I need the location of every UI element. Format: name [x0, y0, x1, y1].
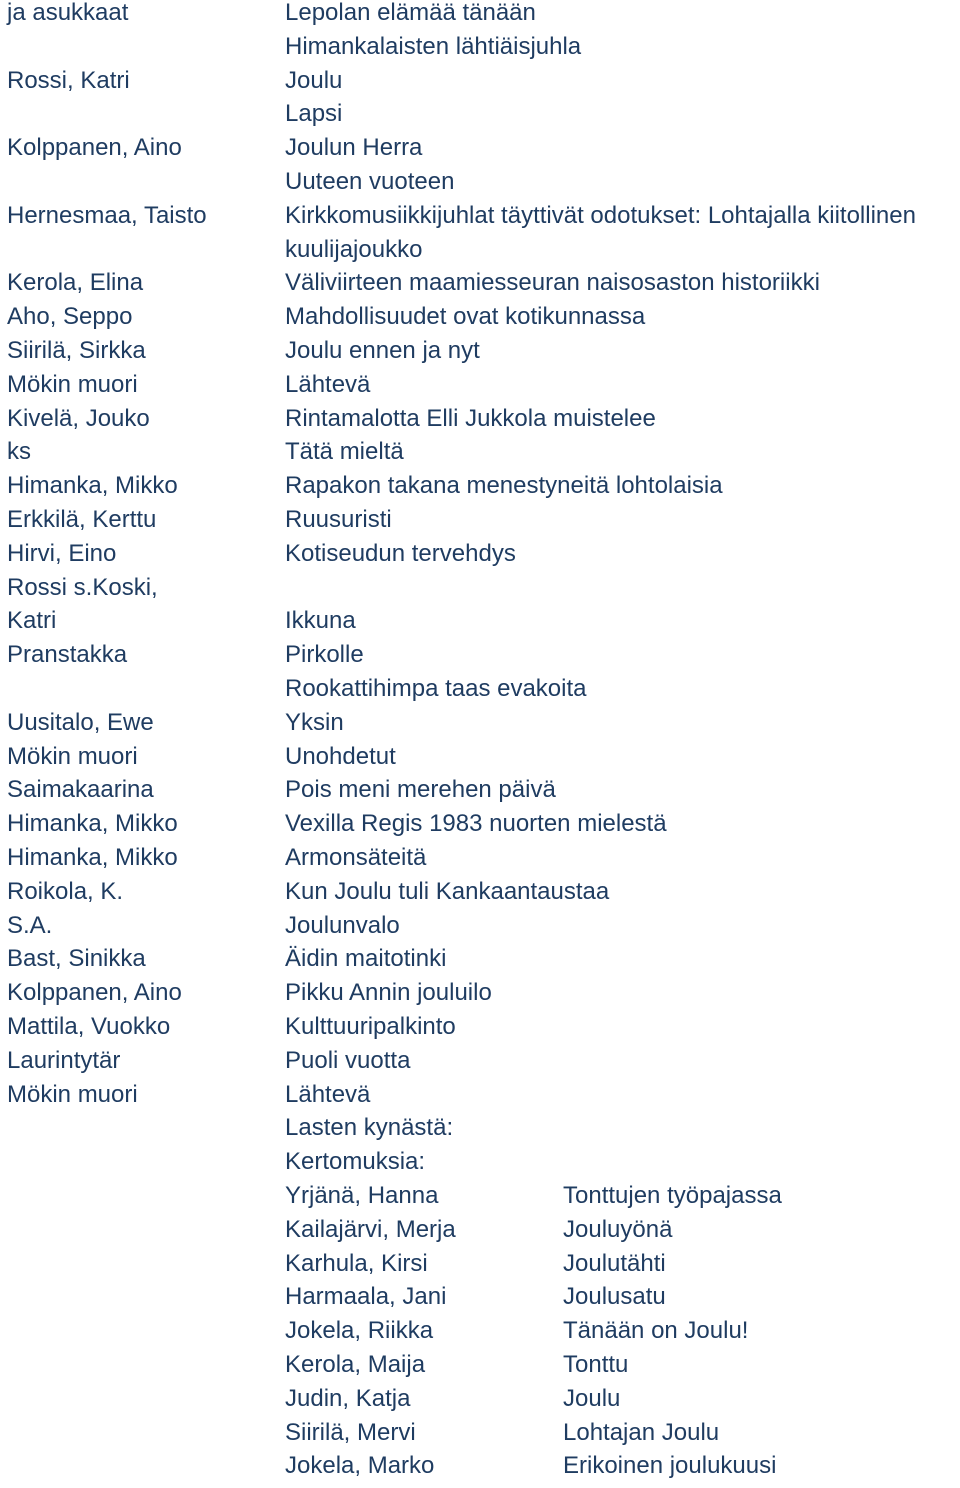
title-cell: Karhula, Kirsi — [285, 1249, 428, 1277]
author-cell: Rossi, Katri — [7, 66, 130, 94]
title-cell: Uuteen vuoteen — [285, 168, 455, 195]
table-row — [0, 370, 960, 407]
title-cell: Lähtevä — [285, 370, 371, 398]
title-cell: Yksin — [285, 708, 344, 736]
table-row — [0, 677, 960, 711]
author-cell: Mattila, Vuokko — [7, 1013, 171, 1040]
table-row — [0, 201, 960, 263]
title-cell: Armonsäteitä — [285, 844, 427, 871]
table-row — [0, 271, 960, 305]
author-cell: Erkkilä, Kerttu — [7, 506, 157, 533]
title-cell: Ruusuristi — [285, 506, 392, 533]
story-title-cell: Tonttujen työpajassa — [563, 1182, 782, 1209]
title-cell: Joulu ennen ja nyt — [285, 337, 480, 364]
table-row — [0, 1319, 960, 1353]
table-row — [0, 742, 960, 779]
author-cell: ks — [7, 438, 31, 466]
title-cell: Jokela, Riikka — [285, 1317, 434, 1345]
author-cell: Rossi s.Koski, — [7, 573, 158, 601]
title-cell: Joulun Herra — [285, 134, 423, 162]
table-row — [0, 102, 960, 136]
story-title-cell: Lohtajan Joulu — [563, 1418, 720, 1446]
table-row — [0, 609, 960, 643]
table-row — [0, 947, 960, 981]
author-cell: Kolppanen, Aino — [7, 979, 182, 1007]
table-row — [0, 404, 960, 441]
title-cell: Kun Joulu tuli Kankaantaustaa — [285, 877, 610, 905]
title-cell: Äidin maitotinki — [285, 945, 447, 973]
title-cell: Rintamalotta Elli Jukkola muistelee — [285, 404, 656, 432]
story-title-cell: Tonttu — [563, 1351, 629, 1378]
author-cell: S.A. — [7, 911, 53, 939]
title-cell: Vexilla Regis 1983 nuorten mielestä — [285, 810, 667, 838]
title-cell: Lähtevä — [285, 1080, 371, 1108]
title-cell: Yrjänä, Hanna — [285, 1182, 439, 1209]
author-cell: Himanka, Mikko — [7, 844, 178, 871]
title-cell: Mahdollisuudet ovat kotikunnassa — [285, 303, 646, 331]
table-row — [0, 1418, 960, 1455]
table-row — [0, 508, 960, 542]
title-cell: Kertomuksia: — [285, 1148, 426, 1176]
table-row — [0, 1184, 960, 1218]
table-row — [0, 1285, 960, 1319]
table-row — [0, 1080, 960, 1117]
title-cell: Kerola, Maija — [285, 1351, 426, 1378]
story-title-cell: Joulusatu — [563, 1283, 666, 1311]
author-cell: Aho, Seppo — [7, 303, 133, 331]
title-cell: Ikkuna — [285, 607, 356, 635]
author-cell: Uusitalo, Ewe — [7, 708, 154, 736]
table-row — [0, 846, 960, 880]
title-cell: Kotiseudun tervehdys — [285, 539, 516, 567]
table-row — [0, 1384, 960, 1421]
author-cell: Laurintytär — [7, 1046, 121, 1074]
title-cell: Kailajärvi, Merja — [285, 1215, 456, 1243]
table-row — [0, 305, 960, 339]
title-cell: Jokela, Marko — [285, 1452, 435, 1480]
table-row — [0, 778, 960, 812]
table-row — [0, 474, 960, 508]
table-row — [0, 1015, 960, 1049]
title-cell: Harmaala, Jani — [285, 1283, 447, 1311]
author-cell: Hernesmaa, Taisto — [7, 201, 207, 229]
table-row — [0, 911, 960, 948]
title-cell: Kirkkomusiikkijuhlat täyttivät odotukset: Lohtajalla kiitollinen kuulijajoukko — [285, 201, 916, 263]
story-title-cell: Joulu — [563, 1384, 621, 1412]
author-cell: Saimakaarina — [7, 776, 154, 804]
author-cell: Pranstakka — [7, 641, 128, 669]
author-cell: Mökin muori — [7, 1080, 138, 1108]
title-cell: Pirkolle — [285, 641, 364, 669]
title-cell: Pois meni merehen päivä — [285, 776, 556, 804]
title-cell: Pikku Annin jouluilo — [285, 979, 492, 1007]
author-cell: Hirvi, Eino — [7, 539, 117, 567]
table-row — [0, 1150, 960, 1184]
title-cell: Joulunvalo — [285, 911, 400, 939]
story-title-cell: Joulutähti — [563, 1249, 666, 1277]
title-cell: Tätä mieltä — [285, 438, 404, 466]
table-row — [0, 1116, 960, 1150]
author-cell: Kolppanen, Aino — [7, 134, 182, 162]
title-cell: Puoli vuotta — [285, 1046, 411, 1074]
author-cell: Mökin muori — [7, 370, 138, 398]
table-row — [0, 66, 960, 103]
title-cell: Siirilä, Mervi — [285, 1418, 416, 1446]
table-row — [0, 1454, 960, 1488]
table-row — [0, 1215, 960, 1252]
table-row — [0, 136, 960, 170]
title-cell: Judin, Katja — [285, 1384, 411, 1412]
story-title-cell: Tänään on Joulu! — [563, 1317, 749, 1345]
story-title-cell: Erikoinen joulukuusi — [563, 1452, 777, 1480]
title-cell: Väliviirteen maamiesseuran naisosaston historiikki — [285, 269, 820, 297]
table-row — [0, 573, 960, 610]
title-cell: Himankalaisten lähtiäisjuhla — [285, 32, 582, 60]
title-cell: Kulttuuripalkinto — [285, 1013, 456, 1040]
table-row — [0, 877, 960, 914]
table-row — [0, 981, 960, 1015]
author-cell: Himanka, Mikko — [7, 472, 178, 500]
title-cell: Unohdetut — [285, 742, 396, 770]
title-cell: Lapsi — [285, 100, 343, 128]
title-cell: Rookattihimpa taas evakoita — [285, 675, 587, 702]
story-title-cell: Jouluyönä — [563, 1215, 673, 1243]
title-cell: Lasten kynästä: — [285, 1114, 454, 1142]
table-row — [0, 1353, 960, 1387]
table-row — [0, 32, 960, 69]
table-row — [0, 339, 960, 373]
table-row — [0, 440, 960, 474]
table-row — [0, 539, 960, 576]
table-row — [0, 1249, 960, 1286]
title-cell: Joulu — [285, 66, 343, 94]
table-row — [0, 812, 960, 846]
author-cell: Kivelä, Jouko — [7, 404, 150, 432]
author-cell: ja asukkaat — [7, 0, 129, 26]
author-cell: Bast, Sinikka — [7, 945, 146, 973]
table-row — [0, 708, 960, 745]
author-cell: Roikola, K. — [7, 877, 124, 905]
title-cell: Rapakon takana menestyneitä lohtolaisia — [285, 472, 723, 500]
author-cell: Mökin muori — [7, 742, 138, 770]
author-cell: Himanka, Mikko — [7, 810, 178, 838]
author-cell: Katri — [7, 607, 57, 635]
table-row — [0, 238, 960, 272]
author-cell: Siirilä, Sirkka — [7, 337, 146, 364]
author-cell: Kerola, Elina — [7, 269, 144, 297]
table-row — [0, 1, 960, 35]
title-cell: Lepolan elämää tänään — [285, 0, 536, 26]
table-row — [0, 1046, 960, 1083]
table-row — [0, 643, 960, 677]
